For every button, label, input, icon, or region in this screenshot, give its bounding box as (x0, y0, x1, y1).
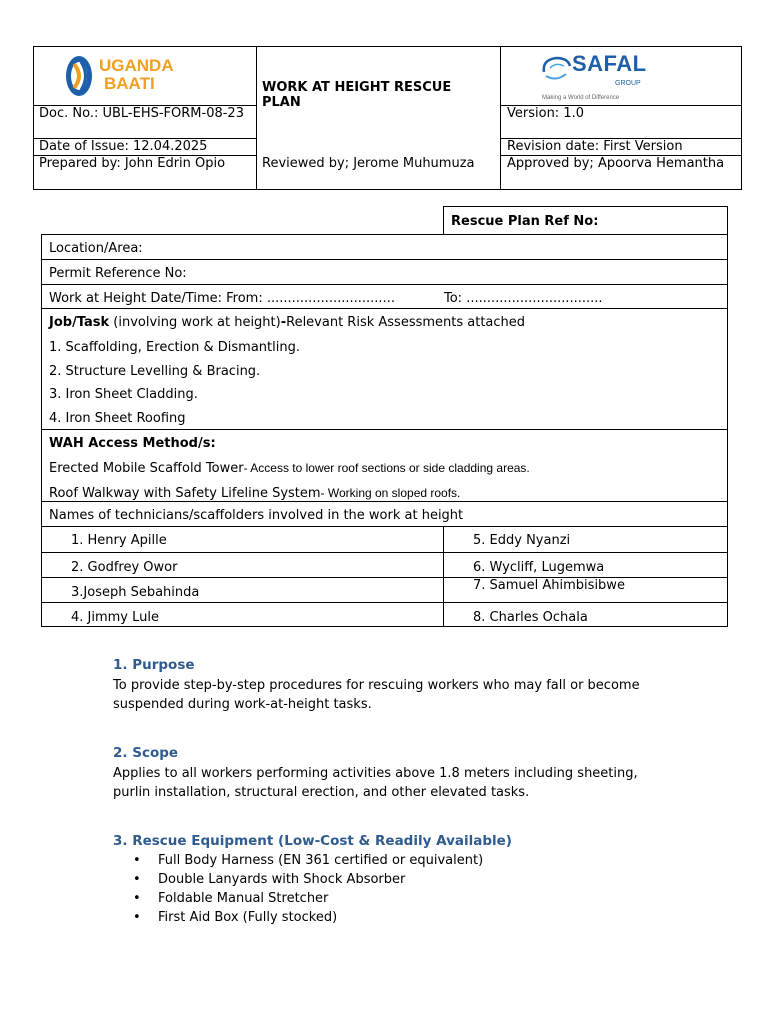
datetime-to: To: ................................. (444, 291, 603, 306)
job-task-rest: (involving work at height) (109, 315, 281, 330)
logo-left-line1: UGANDA (99, 56, 174, 75)
datetime-label: Work at Height Date/Time: From: ............................... (49, 291, 395, 306)
issue-date: Date of Issue: 12.04.2025 (39, 139, 208, 154)
technician-name: 5. Eddy Nyanzi (473, 533, 571, 548)
logo-left-line2: BAATI (104, 74, 155, 93)
bullet: • (133, 910, 141, 925)
technician-name: 3.Joseph Sebahinda (71, 585, 200, 600)
job-task-bold: Job/Task (49, 315, 110, 330)
job-task-heading (49, 315, 525, 331)
logo-right-sub: GROUP (615, 80, 641, 87)
access-2-main: Roof Walkway with Safety Lifeline System (49, 486, 321, 501)
uganda-baati-logo (62, 52, 187, 100)
list-item-text: Full Body Harness (EN 361 certified or equivalent) (158, 853, 484, 868)
purpose-text: To provide step-by-step procedures for rescuing workers who may fall or become suspended during work-at-height tasks. (113, 678, 640, 712)
location-label: Location/Area: (49, 241, 143, 256)
equipment-list (133, 851, 483, 927)
task-item: 4. Iron Sheet Roofing (49, 411, 186, 426)
technician-name: 6. Wycliff, Lugemwa (473, 560, 605, 575)
technician-name: 2. Godfrey Owor (71, 560, 178, 575)
access-1-detail: - Access to lower roof sections or side cladding areas. (243, 461, 530, 475)
job-task-dash: - (280, 315, 287, 330)
technician-name: 4. Jimmy Lule (71, 610, 159, 625)
technicians-heading: Names of technicians/scaffolders involved in the work at height (49, 508, 464, 523)
safal-group-logo (540, 52, 650, 102)
list-item (133, 889, 483, 908)
access-1-main: Erected Mobile Scaffold Tower (49, 461, 244, 476)
technician-name: 1. Henry Apille (71, 533, 167, 548)
list-item (133, 870, 483, 889)
access-method-2 (49, 485, 460, 502)
uganda-baati-emblem-icon (62, 52, 100, 100)
task-item: 2. Structure Levelling & Bracing. (49, 364, 261, 379)
task-item: 1. Scaffolding, Erection & Dismantling. (49, 340, 300, 355)
bullet: • (133, 853, 141, 868)
logo-right-name: SAFAL (572, 51, 647, 76)
purpose-heading: 1. Purpose (113, 657, 195, 673)
task-item: 3. Iron Sheet Cladding. (49, 387, 198, 402)
version: Version: 1.0 (507, 106, 584, 121)
scope-text: Applies to all workers performing activities above 1.8 meters including sheeting, purlin installation, structural erection, and other elevated tasks. (113, 766, 638, 800)
list-item-text: Foldable Manual Stretcher (158, 891, 329, 906)
prepared-by: Prepared by: John Edrin Opio (39, 156, 226, 171)
list-item (133, 908, 483, 927)
logo-right-tagline: Making a World of Difference (542, 95, 620, 101)
document-title: WORK AT HEIGHT RESCUE PLAN (262, 80, 452, 110)
access-method-1 (49, 460, 530, 477)
bullet: • (133, 872, 141, 887)
technician-name: 8. Charles Ochala (473, 610, 588, 625)
revision-date: Revision date: First Version (507, 139, 683, 154)
equipment-heading: 3. Rescue Equipment (Low-Cost & Readily Available) (113, 833, 512, 849)
approved-by: Approved by; Apoorva Hemantha (507, 156, 725, 171)
scope-heading: 2. Scope (113, 745, 179, 761)
technician-name: 7. Samuel Ahimbisibwe (473, 578, 625, 593)
job-task-end: Relevant Risk Assessments attached (286, 315, 526, 330)
safal-globe-icon (540, 54, 572, 84)
ref-no-label: Rescue Plan Ref No: (451, 214, 599, 229)
list-item (133, 851, 483, 870)
doc-no: Doc. No.: UBL-EHS-FORM-08-23 (39, 106, 244, 121)
list-item-text: Double Lanyards with Shock Absorber (158, 872, 406, 887)
permit-label: Permit Reference No: (49, 266, 187, 281)
list-item-text: First Aid Box (Fully stocked) (158, 910, 338, 925)
access-2-detail: - Working on sloped roofs. (320, 486, 461, 500)
access-heading: WAH Access Method/s: (49, 436, 216, 451)
location-cell (41, 234, 728, 260)
bullet: • (133, 891, 141, 906)
reviewed-by: Reviewed by; Jerome Muhumuza (262, 156, 475, 171)
